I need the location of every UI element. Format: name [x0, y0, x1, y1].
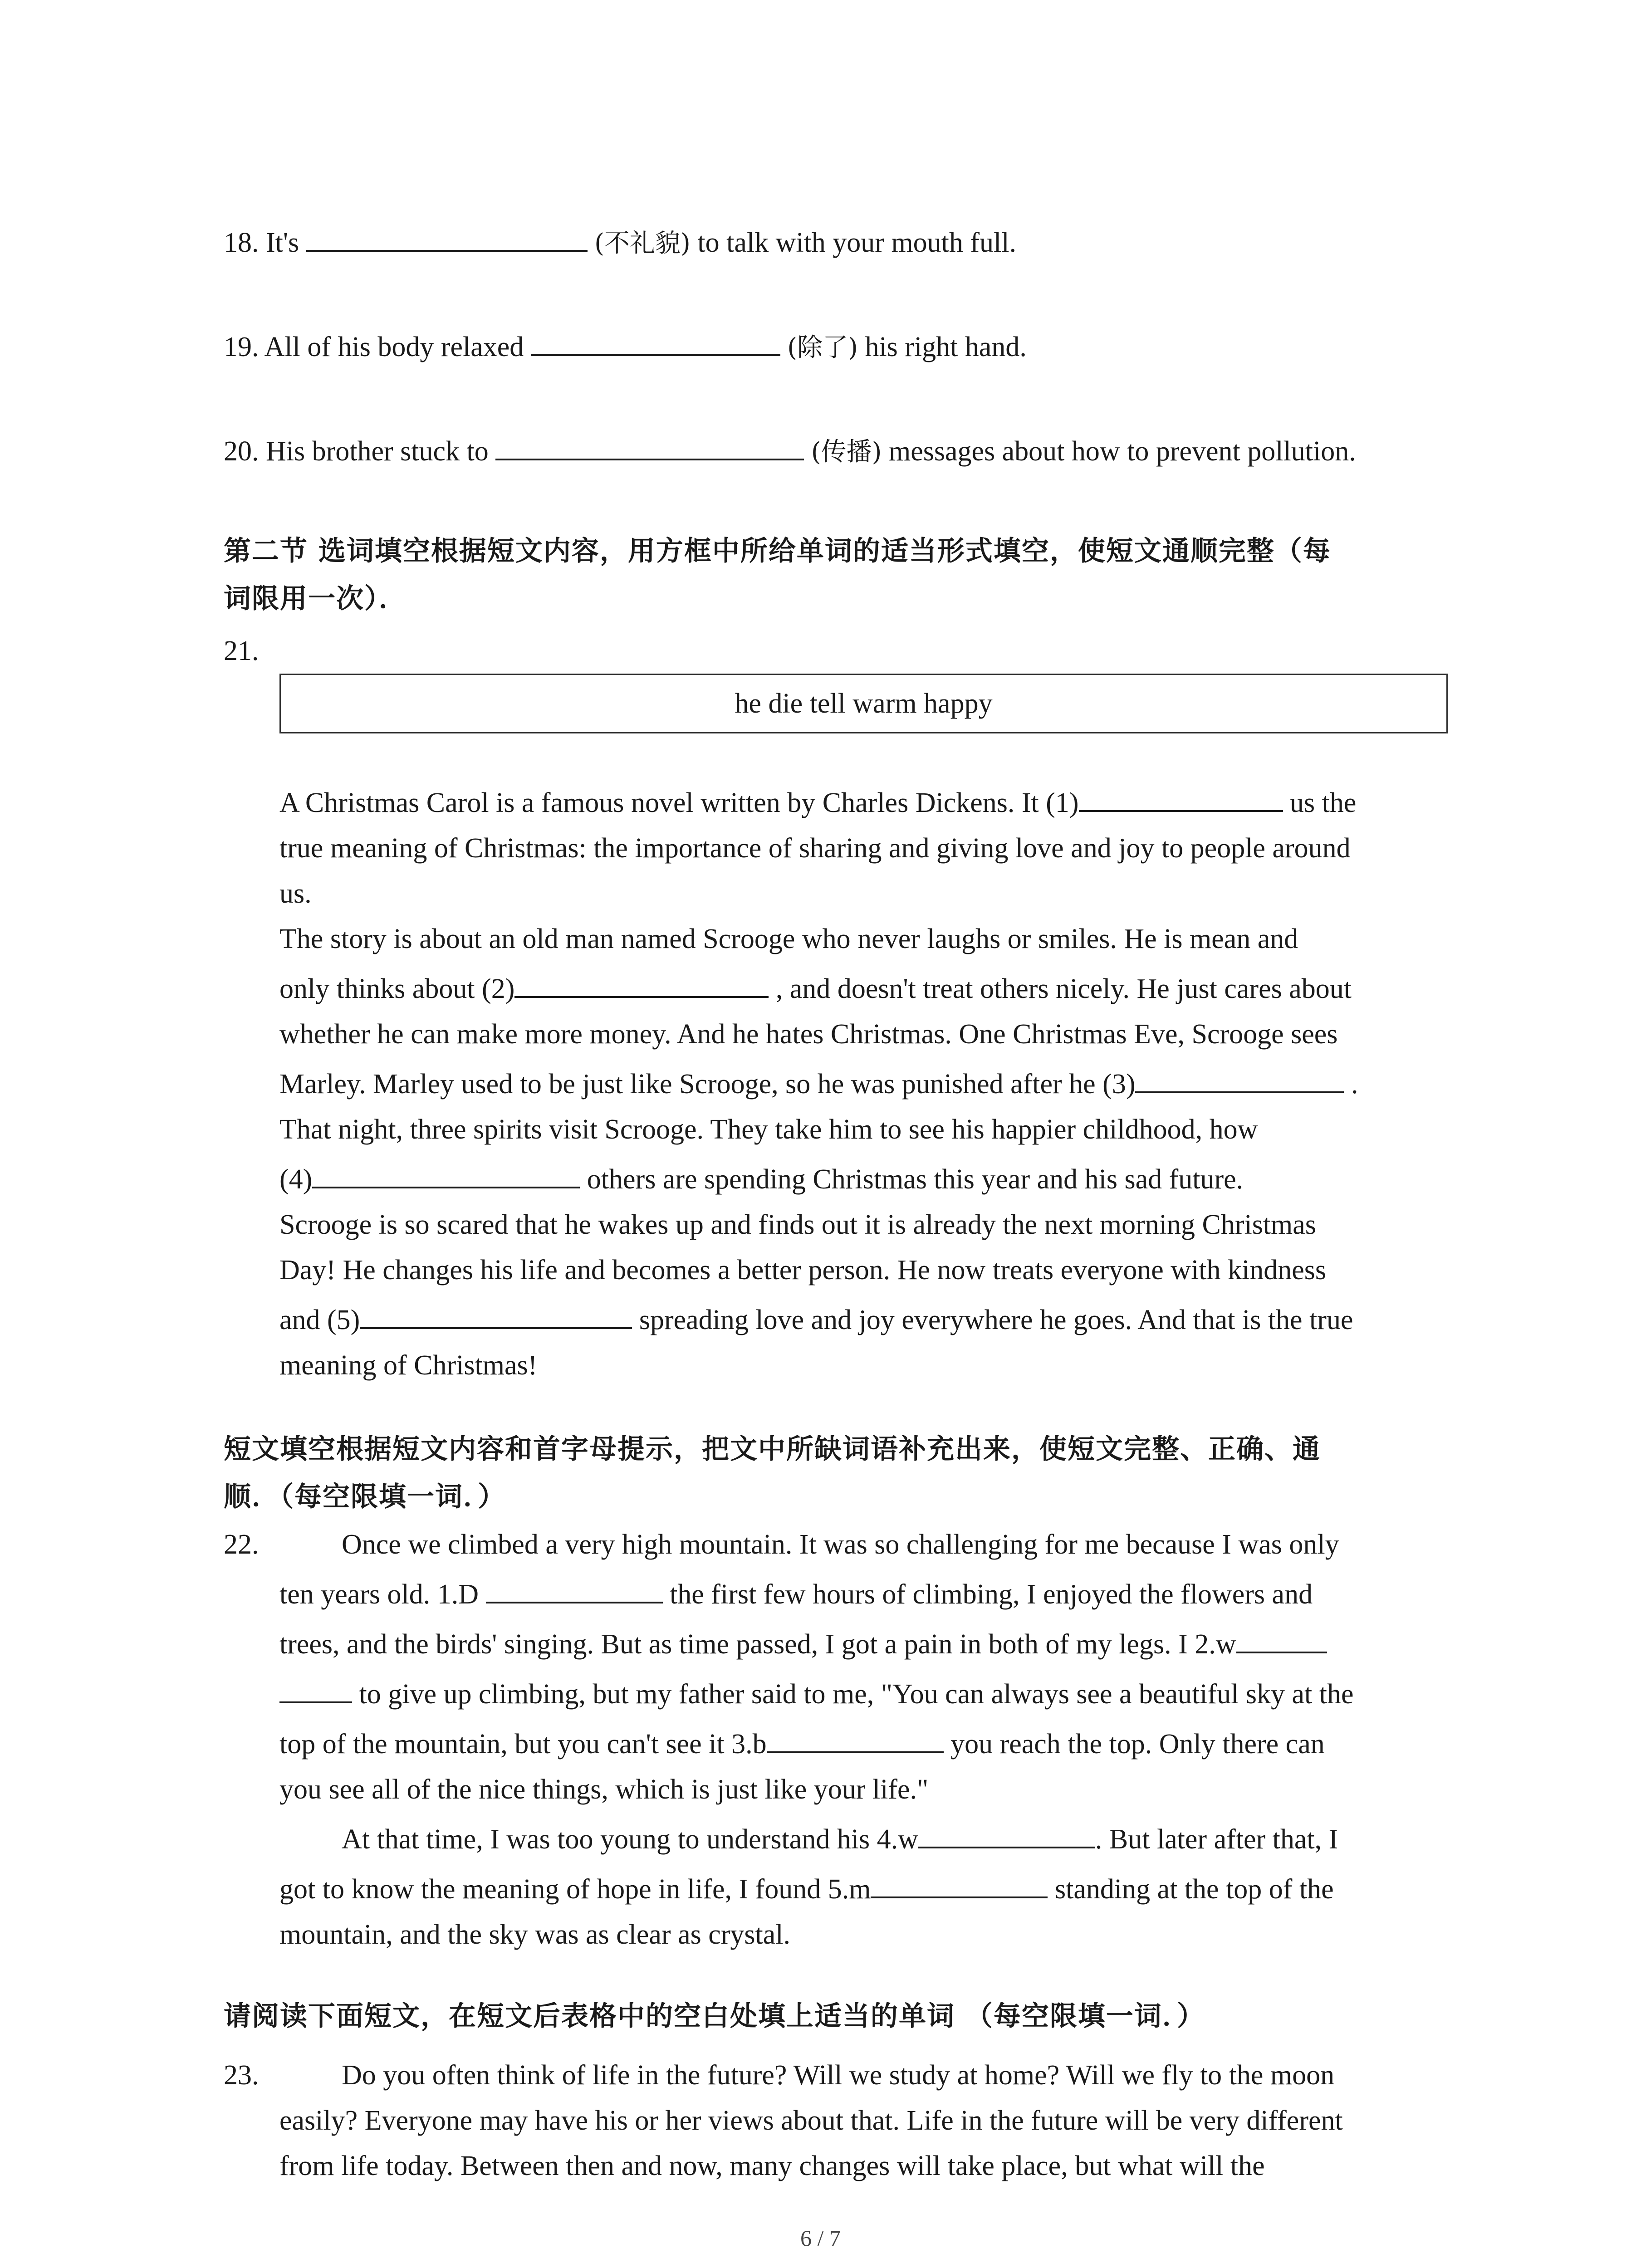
- answer-blank[interactable]: [279, 1673, 352, 1703]
- word-box: he die tell warm happy: [279, 674, 1448, 733]
- answer-blank[interactable]: [486, 1574, 663, 1603]
- answer-blank[interactable]: [1079, 782, 1283, 812]
- answer-blank[interactable]: [495, 430, 804, 460]
- answer-blank[interactable]: [360, 1299, 632, 1329]
- question-number: 20.: [224, 436, 259, 467]
- answer-blank[interactable]: [871, 1868, 1048, 1898]
- question-number: 22.: [224, 1529, 259, 1560]
- document-page: 18. It's (不礼貌) to talk with your mouth full. 19. All of his body relaxed (除了) his right hand. 20. His brother stuck to (传播) messages about how to prevent pollution. 第二节 选词填空根据短文内容，用方框中所给单词的适当形式填空，使短文通顺完整（每 词限用一次）． 21. he die tell warm happy A Christmas Carol is a famous novel written by Charles Dickens. It (1) us the true meaning of Christmas: the importance of sharing and giving love and joy to people around us. The story is about an old man named Scrooge who never laughs or smiles. He is mean and only thinks about (2) , and doesn't treat others nicely. He just cares about whether he can make more money. And he hates Christmas. One Christmas Eve, Scrooge sees Marley. Marley used to be just like Scrooge, so he was punished after he (3) . That night, three spirits visit Scrooge. They take him to see his happier childhood, how (4) others are spending Christmas this year and his sad future. Scrooge is so scared that he wakes up and finds out it is already the next morning Christmas Day! He changes his life and becomes a better person. He now treats everyone with kindness and (5) spreading love and joy everywhere he goes. And that is the true meaning of Christmas! 短文填空根据短文内容和首字母提示，把文中所缺词语补充出来，使短文完整、正确、通 顺．（每空限填一词．） 22. Once we climbed a very high mountain. It was so challenging for me because I was only ten years old. 1.D the first few hours of climbing, I enjoyed the flowers and trees, and the birds' singing. But as time passed, I got a pain in both of my legs. I 2.w to give up climbing, but my father said to me, "You can always see a beautiful sky at the top of the mountain, but you can't see it 3.b you reach the top. Only there can you see all of the nice things, which is just like your life." At that time, I was too young to understand his 4.w . But later after that, I got to know the meaning of hope in life, I found 5.m standing at the top of the mountain, and the sky was as clear as crystal. 请阅读下面短文，在短文后表格中的空白处填上适当的单词 （每空限填一词．） 23. Do you often think of life in the future? Will we study at home? Will we fly to the moon easily? Everyone may have his or her views about that. Life in the future will be very different from life today. Between then and now, many changes will take place, but what will the 6 / 7: [0, 0, 1641, 2268]
- answer-blank[interactable]: [306, 222, 588, 252]
- page-number: 6 / 7: [800, 2225, 841, 2251]
- hint: (不礼貌): [594, 229, 691, 258]
- answer-blank[interactable]: [918, 1818, 1095, 1848]
- question-number: 19.: [224, 332, 259, 362]
- answer-blank[interactable]: [767, 1723, 944, 1753]
- answer-blank[interactable]: [531, 326, 780, 356]
- question-number: 21.: [224, 635, 259, 666]
- question-number: 23.: [224, 2060, 259, 2091]
- hint: (传播): [811, 437, 882, 467]
- answer-blank[interactable]: [1236, 1623, 1327, 1653]
- answer-blank[interactable]: [514, 968, 769, 998]
- question-number: 18.: [224, 227, 259, 258]
- answer-blank[interactable]: [1135, 1063, 1344, 1093]
- answer-blank[interactable]: [312, 1158, 580, 1188]
- hint: (除了): [787, 333, 858, 362]
